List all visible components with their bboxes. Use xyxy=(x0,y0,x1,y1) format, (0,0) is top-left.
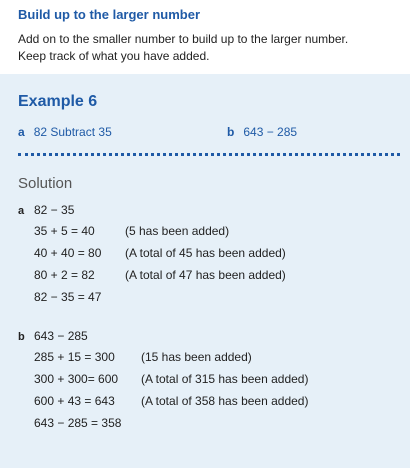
part-b-note-2: (A total of 315 has been added) xyxy=(141,372,309,386)
solution-title: Solution xyxy=(18,175,73,192)
part-a-note-3: (A total of 47 has been added) xyxy=(125,268,286,282)
example-question-a xyxy=(18,125,112,139)
part-b-note-3: (A total of 358 has been added) xyxy=(141,394,309,408)
example-question-b xyxy=(227,125,297,139)
section-heading: Build up to the larger number xyxy=(18,7,201,22)
part-a-step-3: 80 + 2 = 82 xyxy=(34,268,95,282)
intro-line-1: Add on to the smaller number to build up to the larger number. xyxy=(18,32,349,46)
part-a-step-2: 40 + 40 = 80 xyxy=(34,246,102,260)
part-a-step-1: 35 + 5 = 40 xyxy=(34,224,95,238)
intro-text xyxy=(18,31,403,65)
part-b-note-1: (15 has been added) xyxy=(141,350,252,364)
part-label-b: b xyxy=(18,331,25,343)
intro-line-2: Keep track of what you have added. xyxy=(18,49,210,63)
dotted-divider xyxy=(18,153,400,156)
question-text: 82 Subtract 35 xyxy=(33,125,112,139)
part-b-step-1: 285 + 15 = 300 xyxy=(34,350,115,364)
part-b-header: 643 − 285 xyxy=(34,329,88,343)
part-b-step-2: 300 + 300= 600 xyxy=(34,372,119,386)
part-a-header: 82 − 35 xyxy=(34,203,75,217)
part-b-step-3: 600 + 43 = 643 xyxy=(34,394,115,408)
part-a-step-4: 82 − 35 = 47 xyxy=(34,290,102,304)
question-label: b xyxy=(227,125,235,139)
question-label: a xyxy=(18,125,25,139)
part-label-a: a xyxy=(18,205,25,217)
question-text: 643 − 285 xyxy=(243,125,298,139)
example-panel xyxy=(0,74,410,468)
example-title: Example 6 xyxy=(18,93,98,110)
part-a-note-2: (A total of 45 has been added) xyxy=(125,246,286,260)
part-b-step-4: 643 − 285 = 358 xyxy=(34,416,122,430)
part-a-note-1: (5 has been added) xyxy=(125,224,230,238)
